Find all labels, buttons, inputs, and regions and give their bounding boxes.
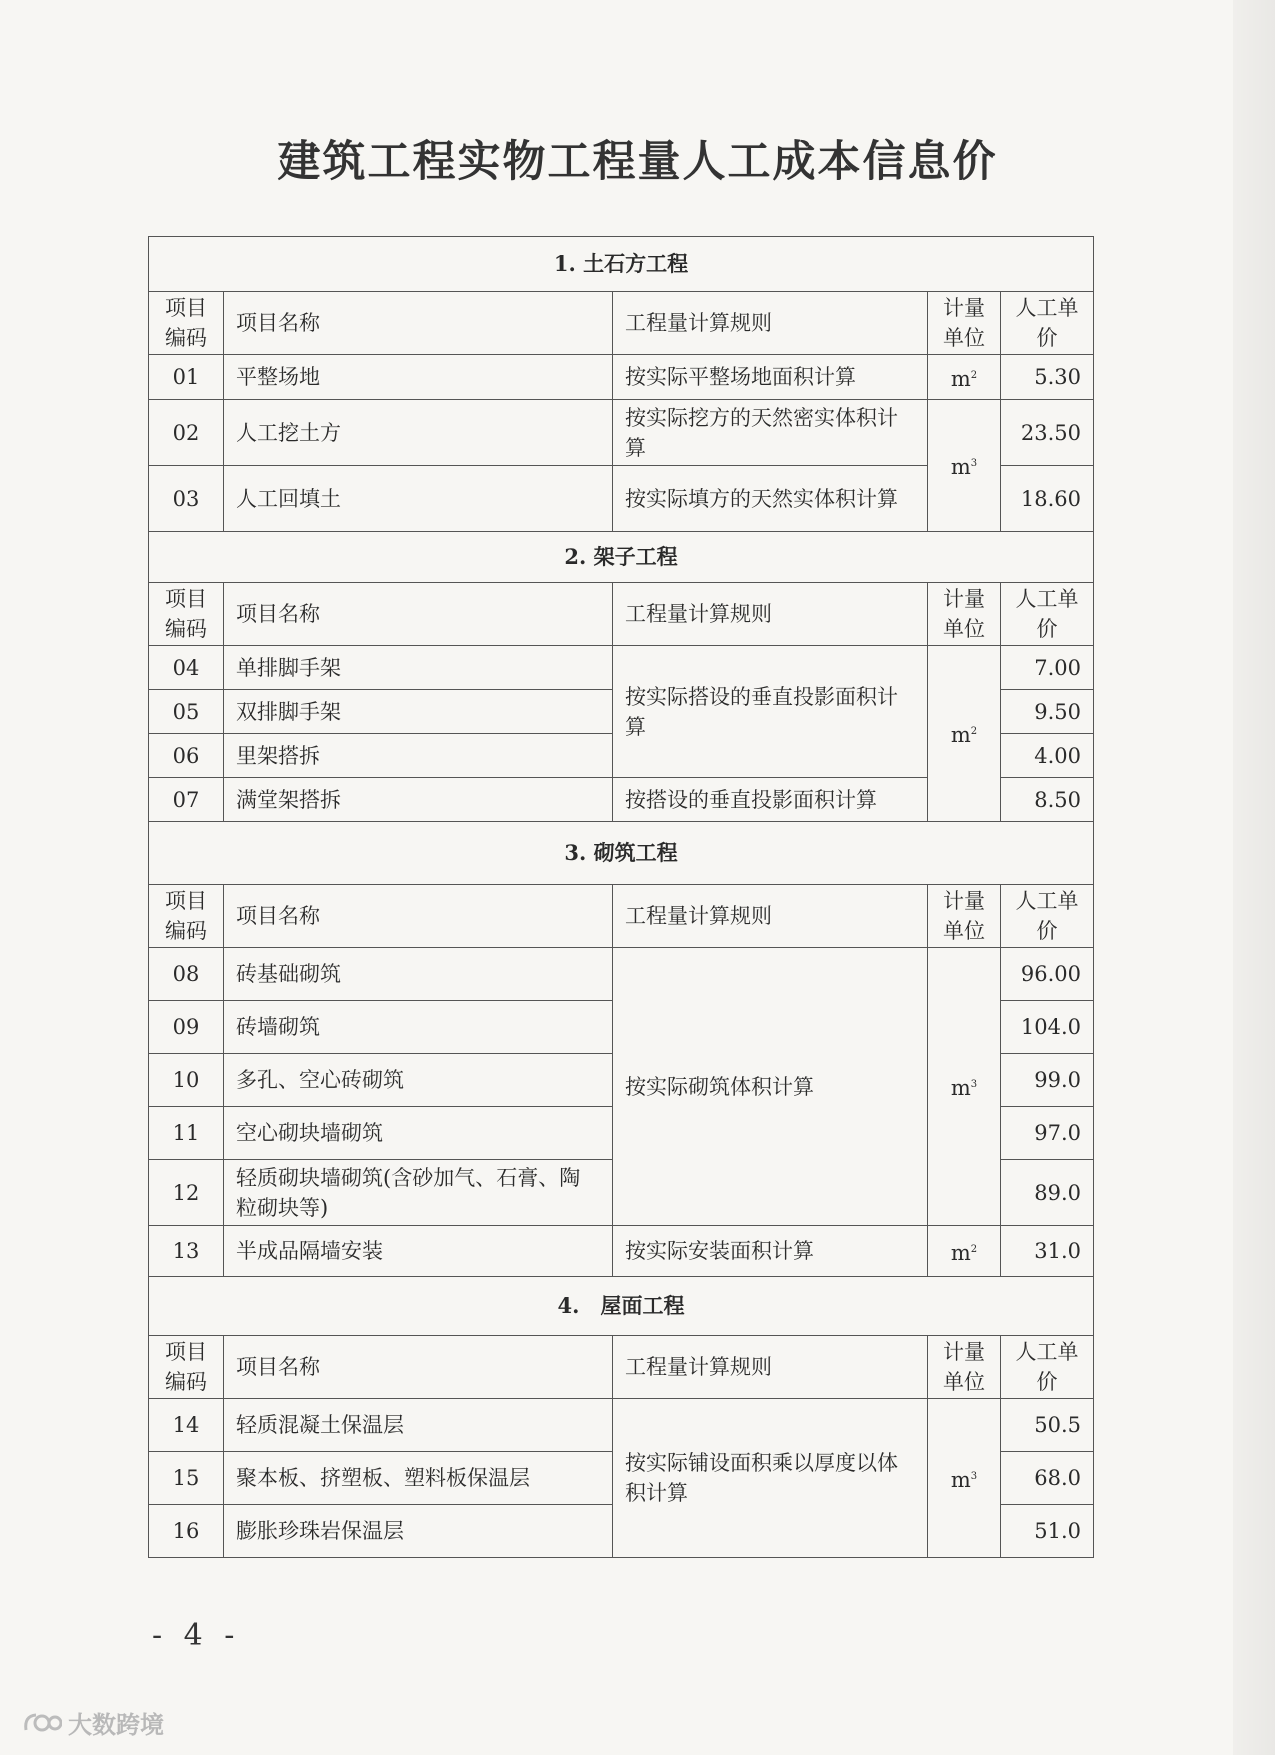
table-row [149, 646, 1094, 690]
item-unit: $m^2$ [928, 646, 1001, 822]
header-unit: 计量单位 [928, 885, 1001, 948]
section-title: 1. 土石方工程 [149, 237, 1094, 292]
table-row [149, 1399, 1094, 1452]
price-table [148, 236, 1094, 1558]
page-number: - 4 - [152, 1618, 241, 1653]
item-code: 12 [149, 1160, 224, 1226]
section-title: 2. 架子工程 [149, 532, 1094, 583]
page-title: 建筑工程实物工程量人工成本信息价 [277, 137, 998, 187]
item-price: 104.0 [1001, 1001, 1094, 1054]
item-code: 08 [149, 948, 224, 1001]
item-rule: 按实际搭设的垂直投影面积计算 [613, 646, 928, 778]
item-unit: $m^3$ [928, 400, 1001, 532]
item-price: 51.0 [1001, 1505, 1094, 1558]
header-code: 项目编码 [149, 885, 224, 948]
header-row [149, 1336, 1094, 1399]
item-code: 14 [149, 1399, 224, 1452]
item-code: 04 [149, 646, 224, 690]
item-name: 膨胀珍珠岩保温层 [224, 1505, 613, 1558]
item-code: 06 [149, 734, 224, 778]
item-name: 聚本板、挤塑板、塑料板保温层 [224, 1452, 613, 1505]
item-price: 50.5 [1001, 1399, 1094, 1452]
header-rule: 工程量计算规则 [613, 583, 928, 646]
item-unit: $m^2$ [928, 1226, 1001, 1277]
header-price: 人工单价 [1001, 583, 1094, 646]
item-price: 5.30 [1001, 355, 1094, 400]
header-row [149, 885, 1094, 948]
scan-edge [1233, 0, 1275, 1755]
item-rule: 按搭设的垂直投影面积计算 [613, 778, 928, 822]
item-name: 多孔、空心砖砌筑 [224, 1054, 613, 1107]
header-rule: 工程量计算规则 [613, 292, 928, 355]
table-row [149, 400, 1094, 466]
header-unit: 计量单位 [928, 292, 1001, 355]
item-code: 16 [149, 1505, 224, 1558]
header-code: 项目编码 [149, 292, 224, 355]
item-price: 7.00 [1001, 646, 1094, 690]
item-name: 里架搭拆 [224, 734, 613, 778]
item-price: 23.50 [1001, 400, 1094, 466]
header-name: 项目名称 [224, 583, 613, 646]
item-name: 砖基础砌筑 [224, 948, 613, 1001]
header-unit: 计量单位 [928, 1336, 1001, 1399]
item-price: 89.0 [1001, 1160, 1094, 1226]
item-price: 68.0 [1001, 1452, 1094, 1505]
watermark [22, 1705, 164, 1740]
header-name: 项目名称 [224, 1336, 613, 1399]
item-name: 轻质混凝土保温层 [224, 1399, 613, 1452]
item-unit: $m^3$ [928, 948, 1001, 1226]
watermark-logo-icon [22, 1710, 62, 1736]
header-unit: 计量单位 [928, 583, 1001, 646]
item-name: 满堂架搭拆 [224, 778, 613, 822]
item-code: 03 [149, 466, 224, 532]
item-name: 人工挖土方 [224, 400, 613, 466]
item-name: 砖墙砌筑 [224, 1001, 613, 1054]
table-row [149, 948, 1094, 1001]
item-rule: 按实际挖方的天然密实体积计算 [613, 400, 928, 466]
item-rule: 按实际填方的天然实体积计算 [613, 466, 928, 532]
header-name: 项目名称 [224, 885, 613, 948]
table-row [149, 355, 1094, 400]
item-price: 96.00 [1001, 948, 1094, 1001]
item-price: 99.0 [1001, 1054, 1094, 1107]
item-price: 31.0 [1001, 1226, 1094, 1277]
section-title: 3. 砌筑工程 [149, 822, 1094, 885]
header-row [149, 292, 1094, 355]
item-code: 01 [149, 355, 224, 400]
header-code: 项目编码 [149, 583, 224, 646]
item-code: 13 [149, 1226, 224, 1277]
watermark-text: 大数跨境 [68, 1711, 164, 1739]
item-price: 18.60 [1001, 466, 1094, 532]
header-row [149, 583, 1094, 646]
header-rule: 工程量计算规则 [613, 1336, 928, 1399]
item-rule: 按实际铺设面积乘以厚度以体积计算 [613, 1399, 928, 1558]
header-name: 项目名称 [224, 292, 613, 355]
item-price: 8.50 [1001, 778, 1094, 822]
item-name: 平整场地 [224, 355, 613, 400]
header-code: 项目编码 [149, 1336, 224, 1399]
header-rule: 工程量计算规则 [613, 885, 928, 948]
item-rule: 按实际安装面积计算 [613, 1226, 928, 1277]
item-code: 05 [149, 690, 224, 734]
header-price: 人工单价 [1001, 885, 1094, 948]
item-code: 11 [149, 1107, 224, 1160]
item-rule: 按实际砌筑体积计算 [613, 948, 928, 1226]
item-unit: $m^3$ [928, 1399, 1001, 1558]
section-title: 4. 屋面工程 [149, 1277, 1094, 1336]
item-code: 10 [149, 1054, 224, 1107]
item-code: 02 [149, 400, 224, 466]
item-price: 4.00 [1001, 734, 1094, 778]
item-price: 97.0 [1001, 1107, 1094, 1160]
item-name: 轻质砌块墙砌筑(含砂加气、石膏、陶粒砌块等) [224, 1160, 613, 1226]
item-rule: 按实际平整场地面积计算 [613, 355, 928, 400]
item-code: 15 [149, 1452, 224, 1505]
header-price: 人工单价 [1001, 1336, 1094, 1399]
item-name: 单排脚手架 [224, 646, 613, 690]
item-name: 人工回填土 [224, 466, 613, 532]
item-code: 07 [149, 778, 224, 822]
item-unit: $m^2$ [928, 355, 1001, 400]
table-row [149, 1226, 1094, 1277]
item-code: 09 [149, 1001, 224, 1054]
header-price: 人工单价 [1001, 292, 1094, 355]
item-name: 双排脚手架 [224, 690, 613, 734]
item-name: 半成品隔墙安装 [224, 1226, 613, 1277]
item-name: 空心砌块墙砌筑 [224, 1107, 613, 1160]
item-price: 9.50 [1001, 690, 1094, 734]
